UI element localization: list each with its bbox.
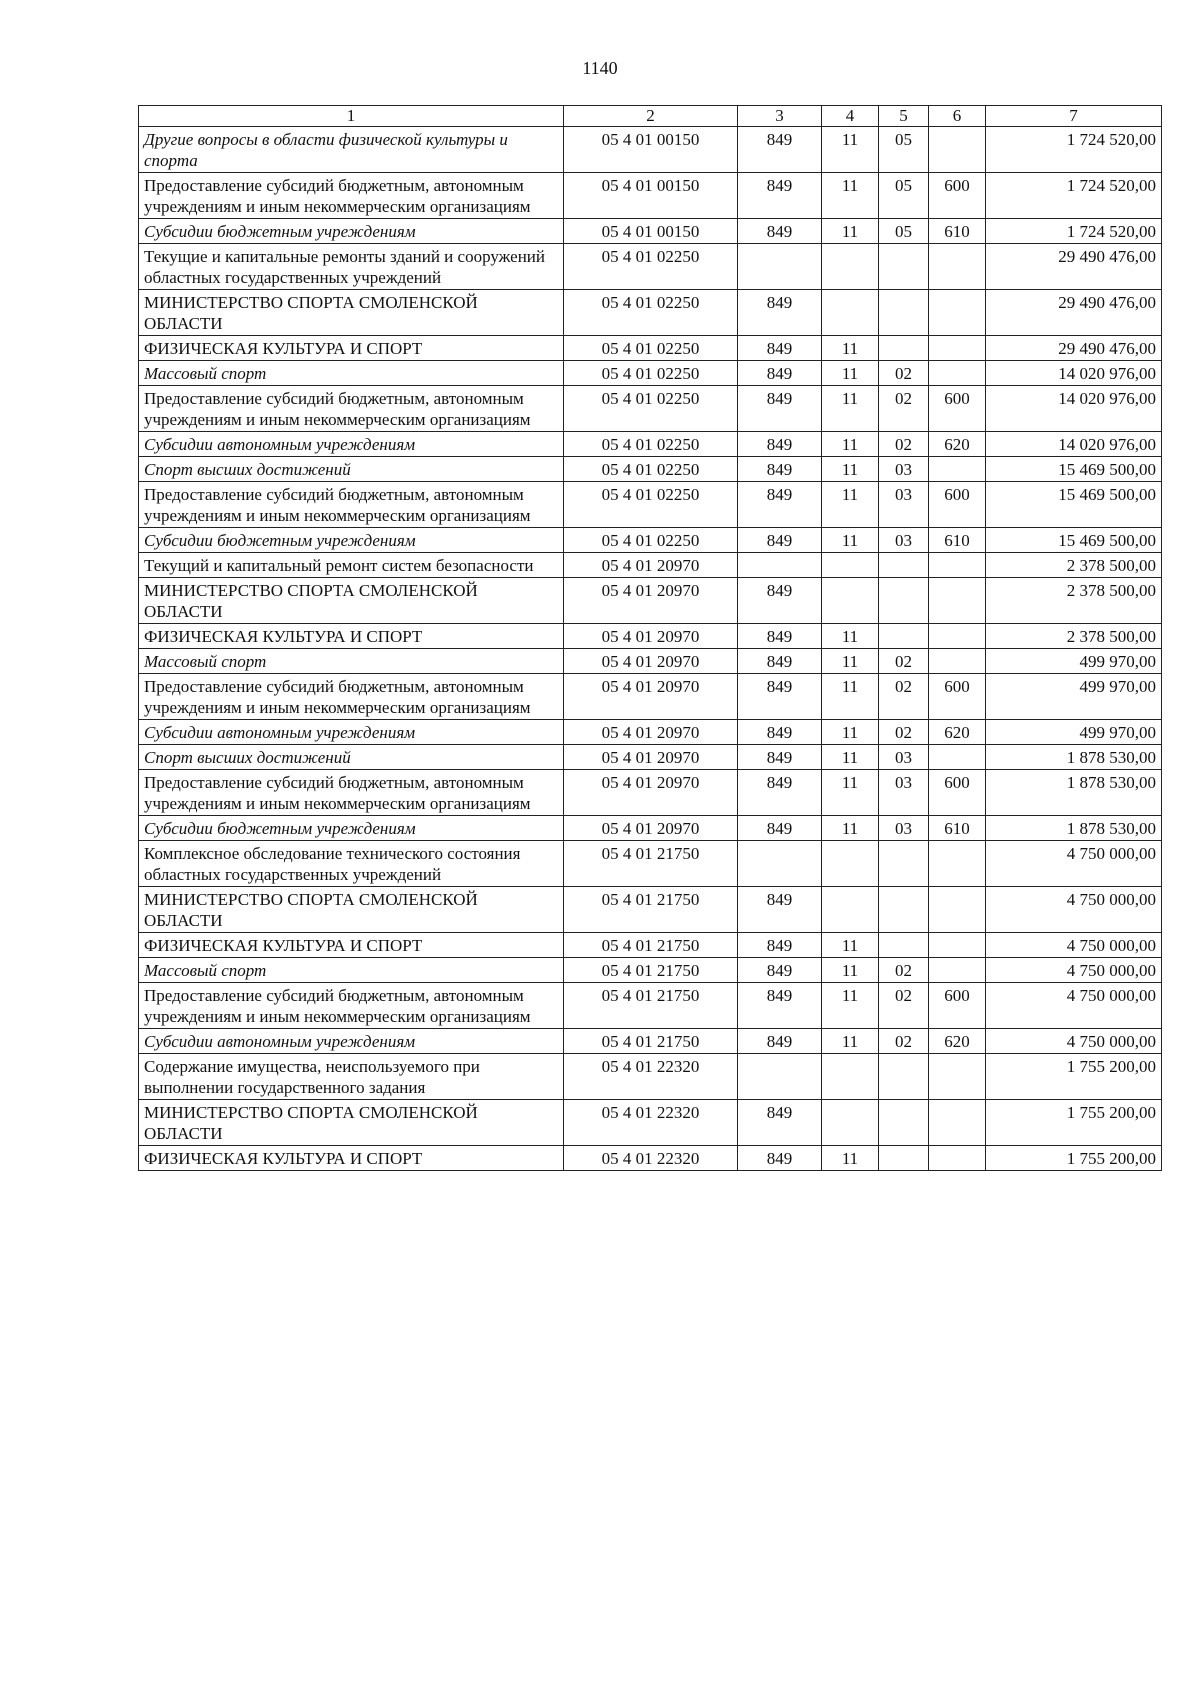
row-sum: 1 724 520,00: [986, 219, 1162, 244]
row-name: Спорт высших достижений: [139, 457, 564, 482]
row-target-code: 05 4 01 02250: [564, 482, 738, 528]
row-department-code: 849: [738, 336, 822, 361]
table-row: [139, 720, 1162, 745]
table-row: [139, 816, 1162, 841]
row-expense-type-code: [929, 244, 986, 290]
row-target-code: 05 4 01 20970: [564, 578, 738, 624]
row-name: МИНИСТЕРСТВО СПОРТА СМОЛЕНСКОЙ ОБЛАСТИ: [139, 1100, 564, 1146]
row-expense-type-code: 600: [929, 674, 986, 720]
row-target-code: 05 4 01 22320: [564, 1100, 738, 1146]
row-department-code: 849: [738, 624, 822, 649]
row-sum: 29 490 476,00: [986, 336, 1162, 361]
row-name: Субсидии бюджетным учреждениям: [139, 528, 564, 553]
row-name: Комплексное обследование технического состояния областных государственных учреждений: [139, 841, 564, 887]
row-subsection-code: [879, 244, 929, 290]
row-expense-type-code: [929, 841, 986, 887]
row-subsection-code: 03: [879, 816, 929, 841]
row-name: Массовый спорт: [139, 958, 564, 983]
row-target-code: 05 4 01 02250: [564, 244, 738, 290]
row-expense-type-code: 600: [929, 173, 986, 219]
table-row: [139, 933, 1162, 958]
row-section-code: 11: [822, 432, 879, 457]
row-sum: 15 469 500,00: [986, 482, 1162, 528]
table-header: [139, 106, 1162, 127]
row-name: Субсидии автономным учреждениям: [139, 720, 564, 745]
row-section-code: 11: [822, 127, 879, 173]
row-expense-type-code: [929, 958, 986, 983]
row-sum: 1 878 530,00: [986, 770, 1162, 816]
row-name: Массовый спорт: [139, 361, 564, 386]
row-section-code: [822, 1054, 879, 1100]
row-section-code: 11: [822, 219, 879, 244]
row-section-code: [822, 841, 879, 887]
table-row: [139, 983, 1162, 1029]
row-department-code: 849: [738, 1146, 822, 1171]
row-name: Другие вопросы в области физической культуры и спорта: [139, 127, 564, 173]
row-target-code: 05 4 01 21750: [564, 958, 738, 983]
row-subsection-code: [879, 578, 929, 624]
row-section-code: 11: [822, 624, 879, 649]
row-section-code: 11: [822, 720, 879, 745]
row-expense-type-code: 610: [929, 528, 986, 553]
row-department-code: 849: [738, 482, 822, 528]
table-row: [139, 1146, 1162, 1171]
row-sum: 14 020 976,00: [986, 386, 1162, 432]
row-sum: 4 750 000,00: [986, 983, 1162, 1029]
row-sum: 14 020 976,00: [986, 432, 1162, 457]
row-sum: 1 755 200,00: [986, 1054, 1162, 1100]
table-row: [139, 127, 1162, 173]
row-expense-type-code: 610: [929, 219, 986, 244]
row-sum: 2 378 500,00: [986, 553, 1162, 578]
row-department-code: 849: [738, 1100, 822, 1146]
row-subsection-code: [879, 290, 929, 336]
row-subsection-code: 02: [879, 983, 929, 1029]
row-target-code: 05 4 01 21750: [564, 983, 738, 1029]
row-target-code: 05 4 01 02250: [564, 457, 738, 482]
row-name: Субсидии бюджетным учреждениям: [139, 219, 564, 244]
row-subsection-code: [879, 1054, 929, 1100]
row-section-code: 11: [822, 1029, 879, 1054]
row-section-code: 11: [822, 983, 879, 1029]
row-section-code: 11: [822, 528, 879, 553]
row-department-code: 849: [738, 816, 822, 841]
row-name: Предоставление субсидий бюджетным, автономным учреждениям и иным некоммерческим организациям: [139, 983, 564, 1029]
row-expense-type-code: 600: [929, 482, 986, 528]
row-expense-type-code: 620: [929, 432, 986, 457]
row-expense-type-code: [929, 887, 986, 933]
row-section-code: 11: [822, 361, 879, 386]
row-name: МИНИСТЕРСТВО СПОРТА СМОЛЕНСКОЙ ОБЛАСТИ: [139, 887, 564, 933]
table-row: [139, 528, 1162, 553]
row-department-code: 849: [738, 745, 822, 770]
table-row: [139, 457, 1162, 482]
row-department-code: 849: [738, 173, 822, 219]
row-subsection-code: [879, 841, 929, 887]
row-section-code: 11: [822, 457, 879, 482]
row-sum: 15 469 500,00: [986, 528, 1162, 553]
row-section-code: 11: [822, 958, 879, 983]
table-row: [139, 1029, 1162, 1054]
row-sum: 4 750 000,00: [986, 841, 1162, 887]
row-expense-type-code: [929, 127, 986, 173]
table-body: [139, 127, 1162, 1171]
row-department-code: [738, 1054, 822, 1100]
row-sum: 1 755 200,00: [986, 1146, 1162, 1171]
row-subsection-code: 05: [879, 219, 929, 244]
row-section-code: 11: [822, 674, 879, 720]
row-expense-type-code: 600: [929, 386, 986, 432]
row-subsection-code: 05: [879, 173, 929, 219]
row-department-code: 849: [738, 578, 822, 624]
row-name: Спорт высших достижений: [139, 745, 564, 770]
table-row: [139, 482, 1162, 528]
table-row: [139, 958, 1162, 983]
row-name: Субсидии бюджетным учреждениям: [139, 816, 564, 841]
row-section-code: 11: [822, 482, 879, 528]
row-department-code: 849: [738, 290, 822, 336]
row-subsection-code: 02: [879, 720, 929, 745]
row-expense-type-code: [929, 1146, 986, 1171]
row-subsection-code: 02: [879, 432, 929, 457]
row-department-code: 849: [738, 674, 822, 720]
row-name: Содержание имущества, неиспользуемого при выполнении государственного задания: [139, 1054, 564, 1100]
row-subsection-code: [879, 933, 929, 958]
row-name: Массовый спорт: [139, 649, 564, 674]
row-sum: 2 378 500,00: [986, 624, 1162, 649]
row-sum: 1 755 200,00: [986, 1100, 1162, 1146]
table-row: [139, 624, 1162, 649]
row-subsection-code: 03: [879, 528, 929, 553]
column-header-name: 1: [139, 106, 564, 127]
page-number: 1140: [582, 58, 618, 78]
row-expense-type-code: [929, 553, 986, 578]
row-target-code: 05 4 01 20970: [564, 649, 738, 674]
row-target-code: 05 4 01 00150: [564, 173, 738, 219]
row-department-code: 849: [738, 457, 822, 482]
row-name: МИНИСТЕРСТВО СПОРТА СМОЛЕНСКОЙ ОБЛАСТИ: [139, 290, 564, 336]
row-subsection-code: 03: [879, 482, 929, 528]
row-target-code: 05 4 01 21750: [564, 887, 738, 933]
table-row: [139, 553, 1162, 578]
row-sum: 2 378 500,00: [986, 578, 1162, 624]
row-section-code: 11: [822, 386, 879, 432]
table-row: [139, 578, 1162, 624]
row-department-code: 849: [738, 770, 822, 816]
row-expense-type-code: [929, 457, 986, 482]
row-sum: 499 970,00: [986, 720, 1162, 745]
row-sum: 1 878 530,00: [986, 816, 1162, 841]
row-department-code: 849: [738, 432, 822, 457]
row-name: ФИЗИЧЕСКАЯ КУЛЬТУРА И СПОРТ: [139, 336, 564, 361]
row-section-code: [822, 244, 879, 290]
row-expense-type-code: [929, 1054, 986, 1100]
table-row: [139, 649, 1162, 674]
row-expense-type-code: 610: [929, 816, 986, 841]
table-row: [139, 244, 1162, 290]
row-department-code: 849: [738, 983, 822, 1029]
row-target-code: 05 4 01 02250: [564, 432, 738, 457]
row-department-code: [738, 553, 822, 578]
row-name: Текущие и капитальные ремонты зданий и сооружений областных государственных учреждений: [139, 244, 564, 290]
row-name: МИНИСТЕРСТВО СПОРТА СМОЛЕНСКОЙ ОБЛАСТИ: [139, 578, 564, 624]
row-sum: 4 750 000,00: [986, 933, 1162, 958]
row-expense-type-code: 620: [929, 1029, 986, 1054]
row-name: Предоставление субсидий бюджетным, автономным учреждениям и иным некоммерческим организациям: [139, 770, 564, 816]
table-row: [139, 432, 1162, 457]
table-row: [139, 1100, 1162, 1146]
table-row: [139, 770, 1162, 816]
row-section-code: 11: [822, 745, 879, 770]
table-row: [139, 290, 1162, 336]
row-expense-type-code: [929, 578, 986, 624]
row-target-code: 05 4 01 20970: [564, 553, 738, 578]
row-sum: 499 970,00: [986, 649, 1162, 674]
row-sum: 29 490 476,00: [986, 244, 1162, 290]
row-name: Предоставление субсидий бюджетным, автономным учреждениям и иным некоммерческим организациям: [139, 482, 564, 528]
row-name: Предоставление субсидий бюджетным, автономным учреждениям и иным некоммерческим организациям: [139, 173, 564, 219]
row-sum: 4 750 000,00: [986, 887, 1162, 933]
row-sum: 499 970,00: [986, 674, 1162, 720]
row-sum: 15 469 500,00: [986, 457, 1162, 482]
row-name: ФИЗИЧЕСКАЯ КУЛЬТУРА И СПОРТ: [139, 1146, 564, 1171]
table-row: [139, 1054, 1162, 1100]
row-expense-type-code: [929, 361, 986, 386]
row-section-code: [822, 578, 879, 624]
row-section-code: 11: [822, 1146, 879, 1171]
row-section-code: 11: [822, 770, 879, 816]
row-target-code: 05 4 01 02250: [564, 336, 738, 361]
row-department-code: 849: [738, 720, 822, 745]
row-expense-type-code: [929, 745, 986, 770]
row-target-code: 05 4 01 20970: [564, 674, 738, 720]
row-expense-type-code: 600: [929, 983, 986, 1029]
row-expense-type-code: [929, 649, 986, 674]
row-expense-type-code: 600: [929, 770, 986, 816]
row-department-code: 849: [738, 386, 822, 432]
table-row: [139, 386, 1162, 432]
row-target-code: 05 4 01 21750: [564, 841, 738, 887]
row-subsection-code: 02: [879, 1029, 929, 1054]
row-expense-type-code: 620: [929, 720, 986, 745]
row-target-code: 05 4 01 20970: [564, 745, 738, 770]
row-name: Предоставление субсидий бюджетным, автономным учреждениям и иным некоммерческим организациям: [139, 386, 564, 432]
row-expense-type-code: [929, 1100, 986, 1146]
row-sum: 29 490 476,00: [986, 290, 1162, 336]
row-sum: 1 878 530,00: [986, 745, 1162, 770]
row-name: Субсидии автономным учреждениям: [139, 1029, 564, 1054]
table-row: [139, 745, 1162, 770]
table-row: [139, 336, 1162, 361]
row-subsection-code: 03: [879, 745, 929, 770]
table-row: [139, 219, 1162, 244]
row-subsection-code: 02: [879, 649, 929, 674]
row-department-code: [738, 841, 822, 887]
row-section-code: 11: [822, 173, 879, 219]
table-row: [139, 173, 1162, 219]
row-subsection-code: 02: [879, 361, 929, 386]
row-department-code: [738, 244, 822, 290]
row-name: Текущий и капитальный ремонт систем безопасности: [139, 553, 564, 578]
row-target-code: 05 4 01 20970: [564, 770, 738, 816]
row-subsection-code: [879, 624, 929, 649]
row-target-code: 05 4 01 21750: [564, 933, 738, 958]
column-header-subsection: 5: [879, 106, 929, 127]
row-target-code: 05 4 01 20970: [564, 624, 738, 649]
row-target-code: 05 4 01 21750: [564, 1029, 738, 1054]
budget-table: [138, 105, 1162, 1171]
row-subsection-code: 02: [879, 958, 929, 983]
row-department-code: 849: [738, 1029, 822, 1054]
row-expense-type-code: [929, 336, 986, 361]
row-expense-type-code: [929, 933, 986, 958]
row-name: ФИЗИЧЕСКАЯ КУЛЬТУРА И СПОРТ: [139, 624, 564, 649]
row-name: ФИЗИЧЕСКАЯ КУЛЬТУРА И СПОРТ: [139, 933, 564, 958]
row-subsection-code: 03: [879, 457, 929, 482]
row-department-code: 849: [738, 933, 822, 958]
row-sum: 4 750 000,00: [986, 958, 1162, 983]
row-section-code: 11: [822, 336, 879, 361]
row-expense-type-code: [929, 290, 986, 336]
row-expense-type-code: [929, 624, 986, 649]
column-header-sum: 7: [986, 106, 1162, 127]
row-department-code: 849: [738, 127, 822, 173]
row-section-code: 11: [822, 649, 879, 674]
row-subsection-code: [879, 887, 929, 933]
row-section-code: [822, 1100, 879, 1146]
row-target-code: 05 4 01 02250: [564, 290, 738, 336]
table-row: [139, 841, 1162, 887]
row-target-code: 05 4 01 22320: [564, 1054, 738, 1100]
table-row: [139, 674, 1162, 720]
row-name: Субсидии автономным учреждениям: [139, 432, 564, 457]
row-department-code: 849: [738, 219, 822, 244]
row-section-code: 11: [822, 816, 879, 841]
column-header-section: 4: [822, 106, 879, 127]
row-sum: 14 020 976,00: [986, 361, 1162, 386]
row-subsection-code: [879, 1100, 929, 1146]
row-sum: 1 724 520,00: [986, 127, 1162, 173]
row-target-code: 05 4 01 20970: [564, 816, 738, 841]
header-row: [139, 106, 1162, 127]
row-department-code: 849: [738, 887, 822, 933]
row-department-code: 849: [738, 649, 822, 674]
row-subsection-code: 02: [879, 386, 929, 432]
row-section-code: 11: [822, 933, 879, 958]
table-row: [139, 887, 1162, 933]
row-subsection-code: 05: [879, 127, 929, 173]
row-subsection-code: [879, 553, 929, 578]
row-subsection-code: [879, 1146, 929, 1171]
row-subsection-code: 03: [879, 770, 929, 816]
row-subsection-code: 02: [879, 674, 929, 720]
row-department-code: 849: [738, 361, 822, 386]
row-subsection-code: [879, 336, 929, 361]
row-target-code: 05 4 01 22320: [564, 1146, 738, 1171]
row-sum: 1 724 520,00: [986, 173, 1162, 219]
row-target-code: 05 4 01 02250: [564, 386, 738, 432]
row-name: Предоставление субсидий бюджетным, автономным учреждениям и иным некоммерческим организациям: [139, 674, 564, 720]
row-target-code: 05 4 01 20970: [564, 720, 738, 745]
row-sum: 4 750 000,00: [986, 1029, 1162, 1054]
table-row: [139, 361, 1162, 386]
row-target-code: 05 4 01 00150: [564, 127, 738, 173]
row-department-code: 849: [738, 958, 822, 983]
row-target-code: 05 4 01 02250: [564, 361, 738, 386]
column-header-code: 2: [564, 106, 738, 127]
row-target-code: 05 4 01 02250: [564, 528, 738, 553]
column-header-expense-type: 6: [929, 106, 986, 127]
row-section-code: [822, 290, 879, 336]
row-target-code: 05 4 01 00150: [564, 219, 738, 244]
row-section-code: [822, 553, 879, 578]
row-department-code: 849: [738, 528, 822, 553]
row-section-code: [822, 887, 879, 933]
column-header-dept: 3: [738, 106, 822, 127]
